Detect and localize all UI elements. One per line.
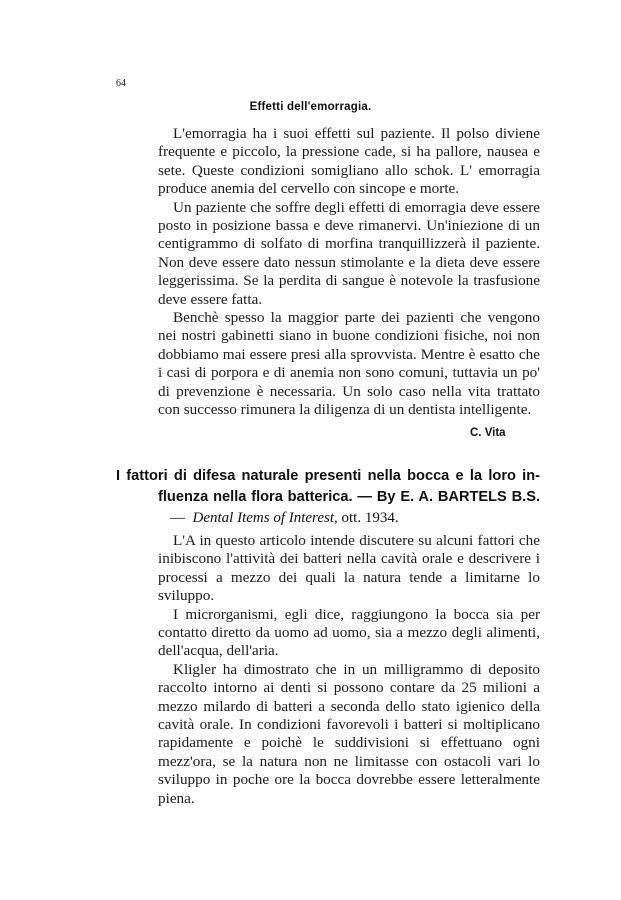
article-title-line: fluenza nella flora batterica. — By E. A. BARTELS B.S. [158, 489, 540, 505]
author-signature: C. Vita [470, 427, 506, 439]
paragraph: Un paziente che soffre degli effetti di emorragia deve essere posto in posizione bassa e deve rimanervi. Un'iniezione di un centigrammo di solfato di morfina tranquillizzerà il paziente. Non deve essere dato nessun stimolante e la dieta deve essere leggerissima. Se la perdita di sangue è notevole la trasfusione deve essere fatta. [158, 198, 540, 308]
article-source [116, 508, 540, 529]
paragraph: Benchè spesso la maggior parte dei pazienti che vengono nei nostri gabinetti siano in buone condizioni fisiche, noi non dobbiamo mai essere presi alla sprovvista. Mentre è esatto che i casi di porpora e di anemia non sono comuni, tuttavia un po' di prevenzione è necessaria. Un solo caso nella vita trattato con successo rimunera la diligenza di un dentista intelligente. [158, 309, 540, 419]
paragraph: Kligler ha dimostrato che in un milligrammo di deposito raccolto intorno ai denti si possono contare da 25 milioni a mezzo milardo di batteri a seconda dello stato igienico della cavità orale. In condizioni favorevoli i batteri si moltiplicano rapidamente e poichè le suddivisioni si effettuano ogni mezz'ora, se la natura non ne limitasse con ostacoli vari lo sviluppo in poche ore la bocca dovrebbe essere letteralmente piena. [158, 660, 540, 807]
source-dash: — [170, 510, 185, 526]
paragraph: L'emorragia ha i suoi effetti sul paziente. Il polso diviene frequente e piccolo, la pressione cade, si ha pallore, nausea e sete. Queste condizioni somigliano allo schok. L' emorragia produce anemia del cervello con sincope e morte. [158, 125, 540, 198]
section-heading: Effetti dell'emorragia. [249, 101, 372, 113]
source-date: ott. 1934. [341, 510, 399, 526]
paragraph: L'A in questo articolo intende discutere su alcuni fattori che inibiscono l'attività dei batteri nella cavità orale e descrivere i processi a mezzo dei quali la natura tende a limitarne lo sviluppo. [158, 532, 540, 605]
article-title [116, 466, 540, 529]
article-body [158, 532, 540, 808]
article-title-line: I fattori di difesa naturale presenti nella bocca e la loro in- [116, 468, 540, 484]
paragraph: I microrganismi, egli dice, raggiungono la bocca sia per contatto diretto da uomo ad uomo, sia a mezzo degli alimenti, dell'acqua, dell'aria. [158, 605, 540, 660]
source-journal: Dental Items of Interest, [192, 510, 338, 526]
page-number: 64 [116, 78, 126, 89]
section-body [158, 125, 540, 420]
